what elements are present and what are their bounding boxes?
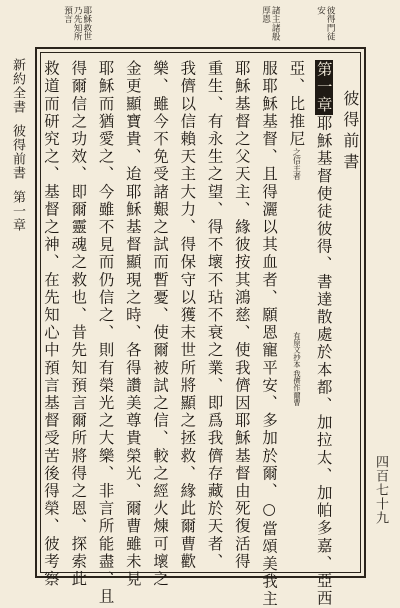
top-annotations bbox=[0, 6, 400, 46]
running-header-title: 彼得前書 bbox=[10, 124, 25, 180]
text-column bbox=[287, 60, 306, 572]
running-header-book: 新約全書 bbox=[10, 58, 25, 114]
top-note: 耶穌救世乃先知所預言 bbox=[62, 6, 92, 41]
text-column: 樂、雖今不免受諸艱之試而暫憂、使爾被試之信、較之經火煉可壞之 bbox=[151, 60, 170, 588]
book-title: 彼得前書 bbox=[340, 90, 360, 174]
text-column: 我儕以信賴天主大力、得保守以獲末世所將顯之拯救、緣此爾曹歡 bbox=[178, 60, 197, 571]
text-column: 服耶穌基督、且得灑以其血者、願恩寵平安、多加於爾、○當頌美我主 bbox=[260, 60, 279, 608]
page-number: 四百七十九 bbox=[373, 455, 388, 525]
top-note: 彼得門徒安 bbox=[315, 6, 336, 41]
text-column: 得爾信之功效、即爾靈魂之救也、昔先知預言爾所將得之恩、探索此 bbox=[69, 60, 88, 588]
text-column-content: 亞、比推尼 bbox=[287, 60, 306, 148]
annotation-text: 有原文抄本 bbox=[293, 332, 302, 368]
text-column: 救道而研究之、基督之神、在先知心中預言基督受苦後得榮、彼考察 bbox=[42, 60, 60, 588]
top-note: 諸主諸般厚恩 bbox=[260, 6, 281, 41]
text-column-content: 耶穌基督使徒彼得、書達散處於本都、加拉太、加帕多嘉、亞西 bbox=[314, 114, 333, 608]
text-column: 重生、有永生之望、得不壞不玷不衰之業、即爲我儕存藏於天者、 bbox=[205, 60, 224, 571]
text-column: 耶穌而猶愛之、今雖不見而仍信之、則有榮光之大樂、非言所能盡、且 bbox=[96, 60, 115, 606]
text-column: 耶穌基督之父天主、緣彼按其鴻慈、使我儕因耶穌基督由死復活得 bbox=[232, 60, 251, 571]
annotation-text: 我儕作爾曹 bbox=[293, 370, 302, 406]
inline-note: 之信主者 bbox=[292, 148, 302, 180]
running-header-chapter: 第一章 bbox=[10, 190, 25, 232]
text-column bbox=[314, 60, 333, 608]
text-column: 金更顯寶貴、迨耶穌基督顯現之時、各得讚美尊貴榮光、爾曹雖未見 bbox=[123, 60, 142, 588]
annotation-box bbox=[294, 332, 301, 406]
running-header bbox=[8, 58, 27, 232]
main-text bbox=[42, 60, 360, 608]
chapter-label: 第一章 bbox=[314, 61, 333, 114]
